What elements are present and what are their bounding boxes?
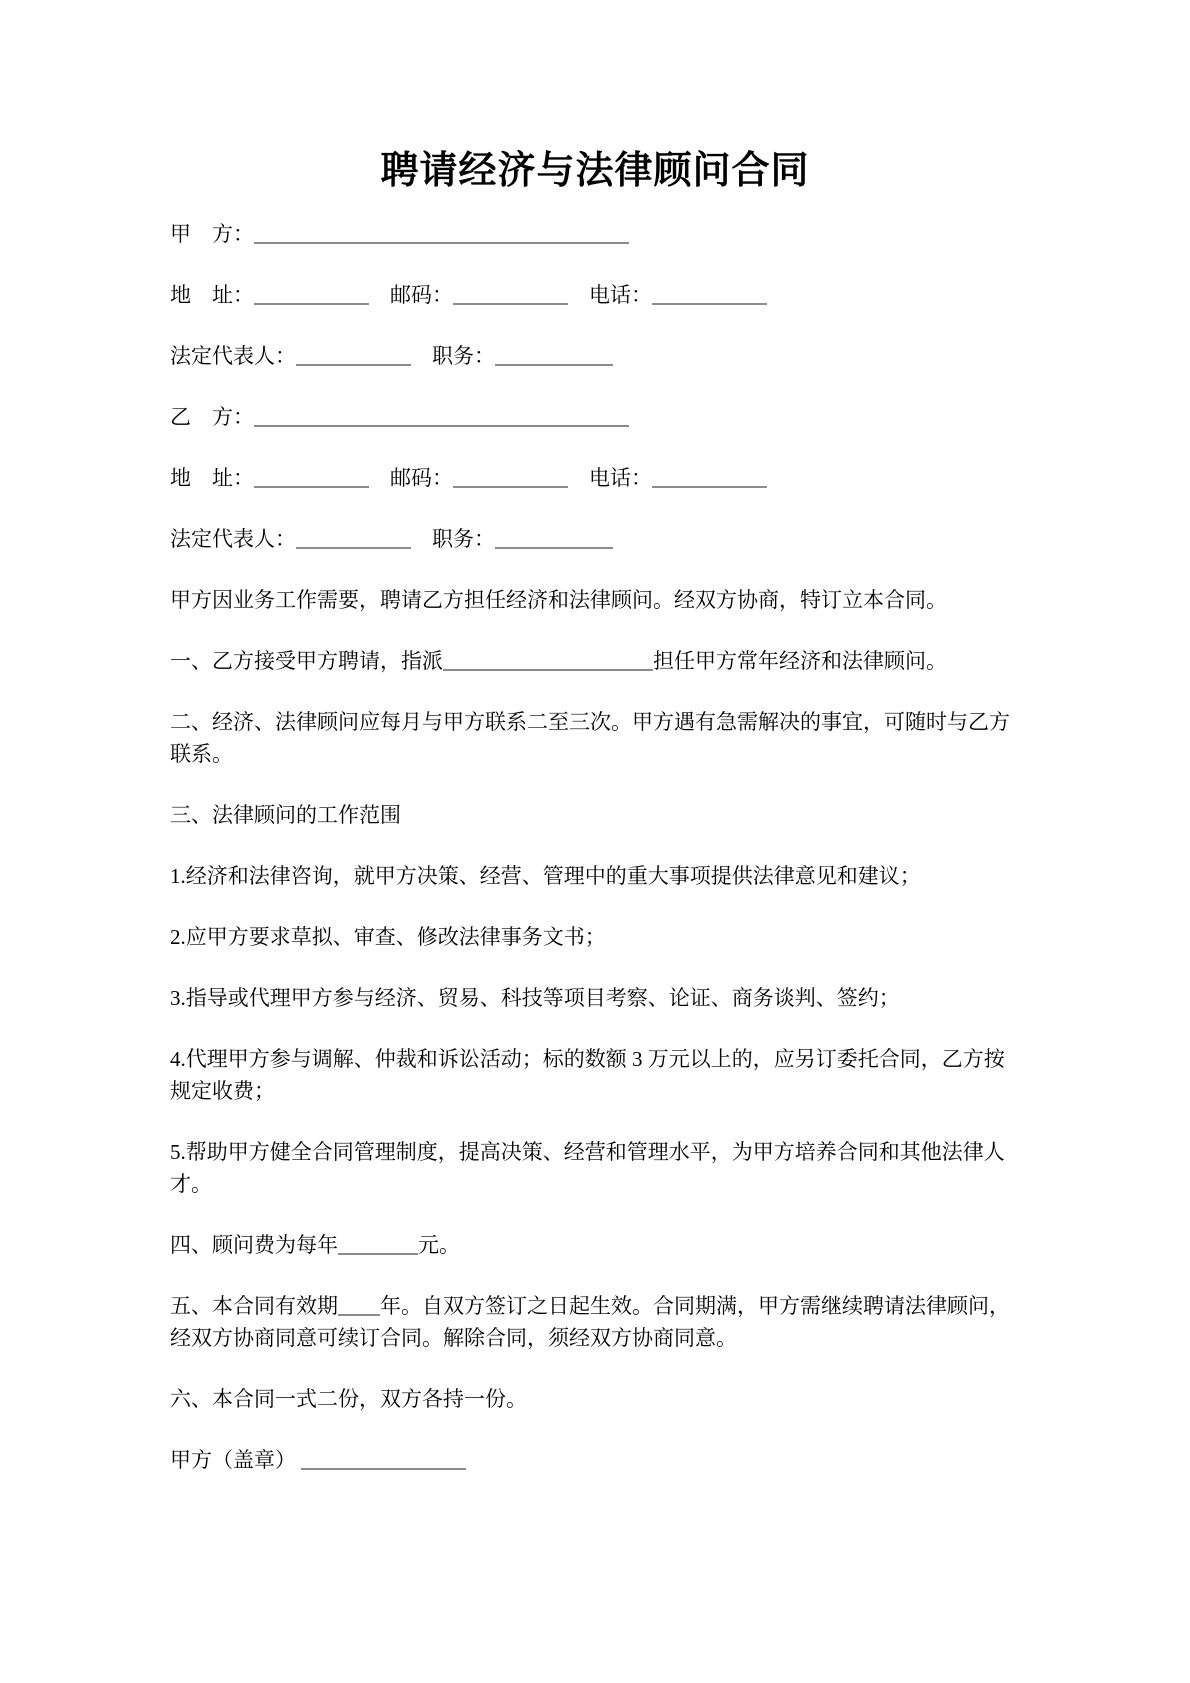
fill-in-blank <box>652 465 767 488</box>
text-segment: 3.指导或代理甲方参与经济、贸易、科技等项目考察、论证、商务谈判、签约； <box>170 986 900 1010</box>
text-segment: 法定代表人： <box>170 344 296 368</box>
field-party-a <box>170 218 1020 250</box>
text-segment: 乙 方： <box>170 405 254 429</box>
text-segment: 5.帮助甲方健全合同管理制度，提高决策、经营和管理水平，为甲方培养合同和其他法律人才。 <box>170 1140 1005 1196</box>
text-segment: 2.应甲方要求草拟、审查、修改法律事务文书； <box>170 925 606 949</box>
text-segment: 年。自双方签订之日起生效。合同期满，甲方需继续聘请法律顾问，经双方协商同意可续订合同。解除合同，须经双方协商同意。 <box>170 1294 1010 1350</box>
fill-in-blank <box>254 404 629 427</box>
fill-in-blank <box>495 343 613 366</box>
text-segment: 职务： <box>411 527 495 551</box>
text-segment: 电话： <box>568 283 652 307</box>
text-segment: 三、法律顾问的工作范围 <box>170 803 401 827</box>
text-segment: 法定代表人： <box>170 527 296 551</box>
fill-in-blank <box>338 1232 418 1255</box>
text-segment: 邮码： <box>369 466 453 490</box>
text-segment: 元。 <box>418 1233 460 1257</box>
fill-in-blank <box>254 221 629 244</box>
text-segment: 甲方（盖章） <box>170 1448 302 1472</box>
text-segment: 甲 方： <box>170 222 254 246</box>
text-segment: 地 址： <box>170 283 254 307</box>
field-party-b <box>170 401 1020 433</box>
clause-3-heading <box>170 799 1020 831</box>
text-segment: 五、本合同有效期 <box>170 1294 338 1318</box>
text-segment: 邮码： <box>369 283 453 307</box>
text-segment: 电话： <box>568 466 652 490</box>
text-segment: 担任甲方常年经济和法律顾问。 <box>653 649 947 673</box>
clause-2 <box>170 706 1020 770</box>
fill-in-blank <box>296 343 411 366</box>
text-segment: 职务： <box>411 344 495 368</box>
document-title: 聘请经济与法律顾问合同 <box>380 150 810 192</box>
scope-item-5 <box>170 1136 1020 1200</box>
scope-item-4 <box>170 1043 1020 1107</box>
fill-in-blank <box>453 282 568 305</box>
fill-in-blank <box>453 465 568 488</box>
fill-in-blank <box>301 1447 466 1470</box>
fill-in-blank <box>443 648 653 671</box>
clause-5 <box>170 1290 1020 1354</box>
text-segment: 二、经济、法律顾问应每月与甲方联系二至三次。甲方遇有急需解决的事宜，可随时与乙方联系。 <box>170 710 1010 766</box>
fill-in-blank <box>495 526 613 549</box>
clause-6 <box>170 1383 1020 1415</box>
field-legal-rep-b <box>170 523 1020 555</box>
fill-in-blank <box>296 526 411 549</box>
fill-in-blank <box>254 282 369 305</box>
text-segment: 一、乙方接受甲方聘请，指派 <box>170 649 443 673</box>
text-segment: 六、本合同一式二份，双方各持一份。 <box>170 1387 527 1411</box>
signature-party-a <box>170 1444 1020 1476</box>
fill-in-blank <box>254 465 369 488</box>
clause-4 <box>170 1229 1020 1261</box>
clause-1 <box>170 645 1020 677</box>
fill-in-blank <box>338 1293 380 1316</box>
scope-item-1 <box>170 860 1020 892</box>
text-segment: 1.经济和法律咨询，就甲方决策、经营、管理中的重大事项提供法律意见和建议； <box>170 864 921 888</box>
document-body <box>170 218 1020 1476</box>
text-segment: 4.代理甲方参与调解、仲裁和诉讼活动；标的数额 3 万元以上的，应另订委托合同，乙方按规定收费； <box>170 1047 1005 1103</box>
field-legal-rep-a <box>170 340 1020 372</box>
text-segment: 四、顾问费为每年 <box>170 1233 338 1257</box>
text-segment: 地 址： <box>170 466 254 490</box>
field-address-b <box>170 462 1020 494</box>
field-address-a <box>170 279 1020 311</box>
scope-item-3 <box>170 982 1020 1014</box>
text-segment: 甲方因业务工作需要，聘请乙方担任经济和法律顾问。经双方协商，特订立本合同。 <box>170 588 947 612</box>
scope-item-2 <box>170 921 1020 953</box>
fill-in-blank <box>652 282 767 305</box>
preamble <box>170 584 1020 616</box>
